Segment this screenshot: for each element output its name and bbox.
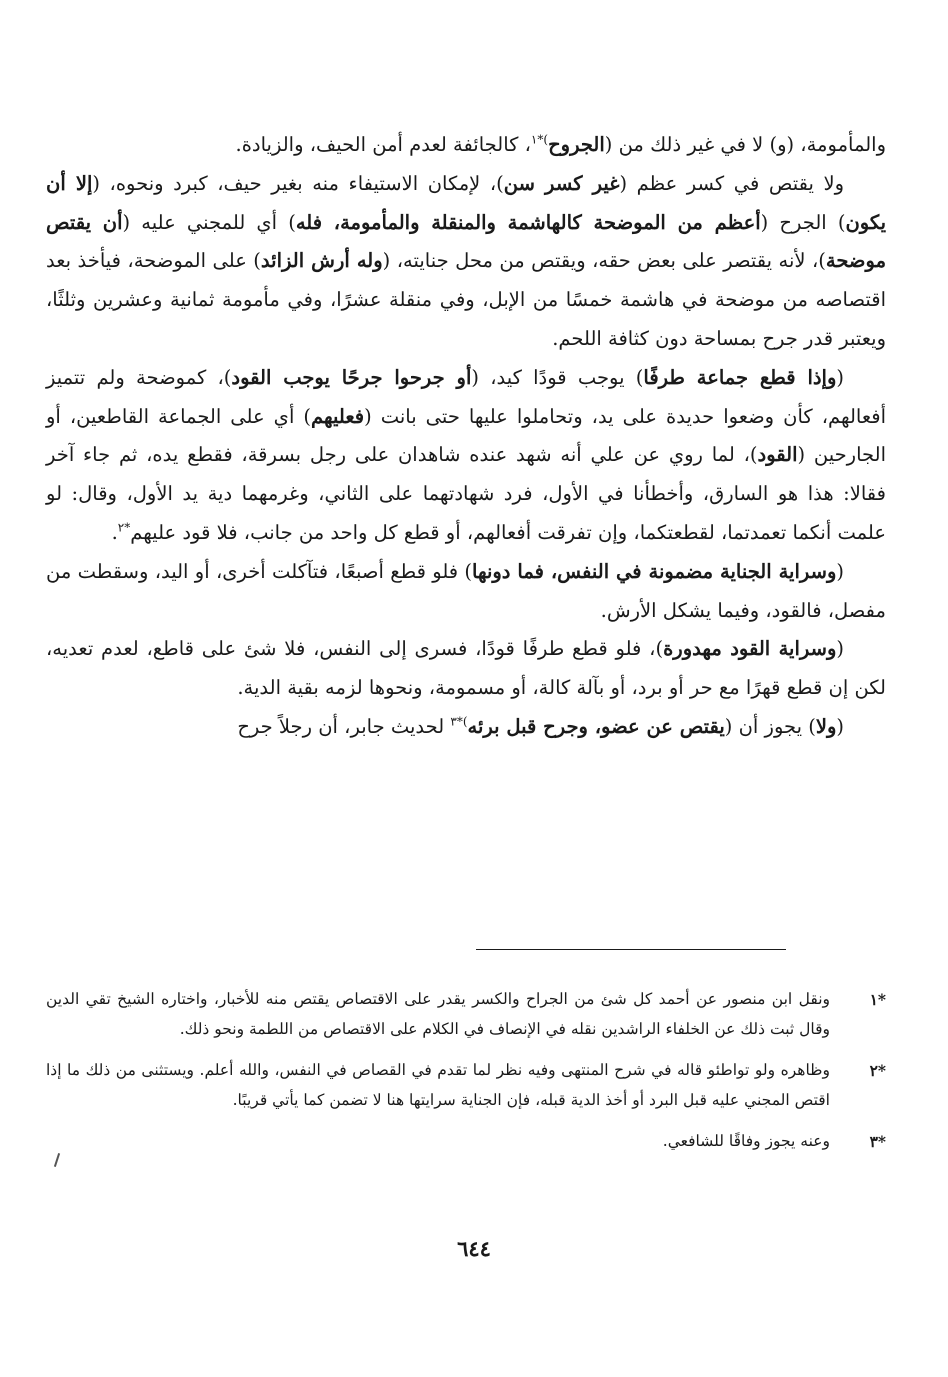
paragraph-5: (وسراية القود مهدورة)، فلو قطع طرفًا قودًا، فسرى إلى النفس، فلا شئ على قاطع، لعدم تعديه، لكن إن قطع قهرًا مع حر أو برد، أو بآلة كالة، أو مسمومة، ونحوها لزمه بقية الدية. (46, 637, 886, 700)
footnote-separator (476, 949, 786, 950)
footnote-marker-2: *٢ (117, 520, 131, 535)
page-number: ٦٤٤ (457, 1236, 491, 1261)
paragraph-3: (وإذا قطع جماعة طرفًا) يوجب قودًا كيد، (أو جرحوا جرحًا يوجب القود)، كموضحة ولم تتميز أفعالهم، كأن وضعوا حديدة على يد، وتحاملوا عليها حتى بانت (فعليهم) أي على الجماعة القاطعين، أو الجارحين (القود)، لما روي عن علي أنه شهد عنده شاهدان على رجل بسرقة، فقطع يده، ثم جاء آخر فقالا: هذا هو السارق، وأخطأنا في الأول، فرد شهادتهما على الثاني، وغرمهما دية يد الأول، وقال: لو علمت أنكما تعمدتما، لقطعتكما، وإن تفرقت أفعالهم، أو قطع كل واحد من جانب، فلا قود عليهم$^{*٢}$. (46, 365, 887, 544)
footnote-text: وظاهره ولو تواطئو قاله في شرح المنتهى وفيه نظر لما تقدم في القصاص في النفس، والله أعلم. ويستثنى من ذلك ما إذا اقتص المجني عليه قبل البرد أو أخذ الدية قبله، فإن الجناية سرايتها هنا لا تضمن كما يأتي قريبًا. (46, 1061, 830, 1109)
footnote-3 (46, 1127, 886, 1157)
footnote-number: *٣ (869, 1132, 886, 1151)
main-text (46, 126, 886, 747)
footnote-number: *٢ (869, 1061, 886, 1080)
paragraph-6: (ولا) يجوز أن (يقتص عن عضو، وجرح قبل برئه$^{)*٣}$ لحديث جابر، أن رجلاً جرح (237, 714, 844, 738)
footnote-number: *١ (869, 990, 886, 1009)
footnote-marker-1: )*١ (530, 132, 549, 147)
paragraph-2: ولا يقتص في كسر عظم (غير كسر سن)، لإمكان الاستيفاء منه بغير حيف، كبرد ونحوه، (إلا أن يكون) الجرح (أعظم من الموضحة كالهاشمة والمنقلة والمأمومة، فله) أي للمجني عليه (أن يقتص موضحة)، لأنه يقتصر على بعض حقه، ويقتص من محل جنايته، (وله أرش الزائد) على الموضحة، فيأخذ بعد اقتصاصه من موضحة في هاشمة خمسًا من الإبل، وفي منقلة عشرًا، وفي مأمومة ثمانية وعشرين وثلثًا، ويعتبر قدر جرح بمساحة دون كثافة اللحم. (46, 171, 887, 350)
footnote-1 (46, 985, 886, 1044)
footnote-text: وعنه يجوز وفاقًا للشافعي. (662, 1132, 830, 1150)
paragraph-1: والمأمومة، (و) لا في غير ذلك من (الجروح$^{)*١}$، كالجائفة لعدم أمن الحيف، والزيادة. (235, 132, 886, 156)
footnote-2 (46, 1056, 886, 1115)
footnote-text: ونقل ابن منصور عن أحمد كل شئ من الجراح والكسر يقدر على الاقتصاص يقتص منه للأخبار، واختاره الشيخ تقي الدين وقال ثبت ذلك عن الخلفاء الراشدين نقله في الإنصاف في الكلام على الاقتصاص من اللطمة ونحو ذلك. (46, 990, 830, 1038)
paragraph-4: (وسراية الجناية مضمونة في النفس، فما دونها) فلو قطع أصبعًا، فتآكلت أخرى، أو اليد، وسقطت من مفصل، فالقود، وفيما يشكل الأرش. (46, 559, 886, 622)
footnotes (46, 985, 886, 1169)
footnote-marker-3: )*٣ (450, 714, 468, 729)
